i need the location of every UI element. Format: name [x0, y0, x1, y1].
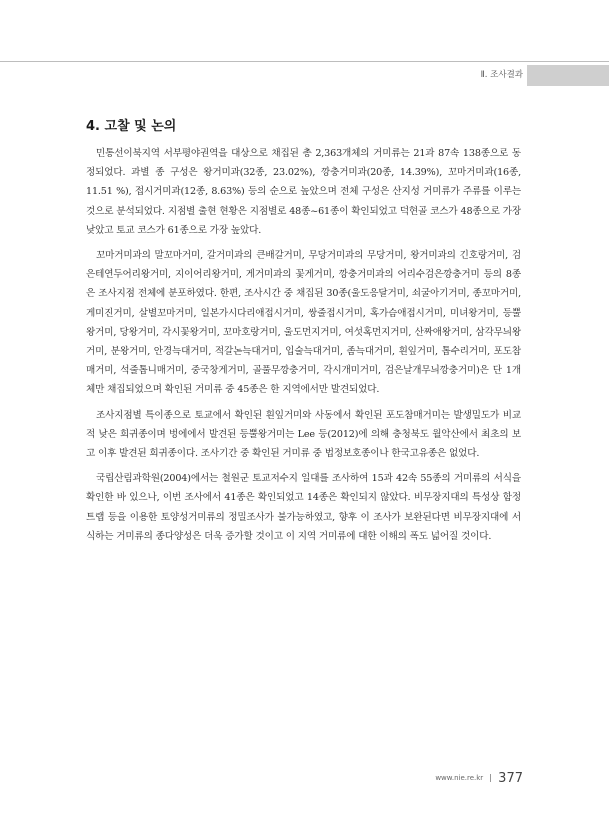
section-title: 4. 고찰 및 논의 [86, 119, 177, 134]
page-number: 377 [498, 770, 523, 786]
header-tab-block [527, 65, 609, 86]
paragraph-distribution: 꼬마거미과의 말꼬마거미, 갈거미과의 큰배갈거미, 무당거미과의 무당거미, 왕거미과의 긴호랑거미, 검은테연두어리왕거미, 지이어리왕거미, 게거미과의 꽃게거미, 깡충거미과의 어리수검은깡충거미 등의 8종은 조사지점 전체에 분포하였다. 한편, 조사시간 중 채집된 30종(울도응달거미, 쇠굴아기거미, 종꼬마거미, 게미진거미, 살별꼬마거미, 일본가시다리애접시거미, 쌍줄접시거미, 혹가슴애접시거미, 미녀왕거미, 등뿔왕거미, 당왕거미, 각시꽃왕거미, 꼬마호랑거미, 울도먼지거미, 여섯혹먼지거미, 산짜애왕거미, 삼각무늬왕거미, 분왕거미, 안경늑대거미, 적갈논늑대거미, 입술늑대거미, 좀늑대거미, 흰잎거미, 톱수리거미, 포도참매거미, 석줄톱니매거미, 중국창게거미, 골풀무깡충거미, 각시개미거미, 검은날개무늬깡충거미)은 단 1개체만 채집되었으며 확인된 거미류 중 45종은 한 지역에서만 발견되었다. [86, 250, 521, 396]
running-header: Ⅱ. 조사결과 [480, 70, 523, 80]
paragraph-comparison: 국립산림과학원(2004)에서는 철원군 토교저수지 일대를 조사하여 15과 42속 55종의 거미류의 서식을 확인한 바 있으나, 이번 조사에서 41종은 확인되었고 14종은 확인되지 않았다. 비무장지대의 특성상 함정트랩 등을 이용한 토양성거미류의 정밀조사가 불가능하였고, 향후 이 조사가 보완된다면 비무장지대에 서식하는 거미류의 종다양성은 더욱 증가할 것이고 이 지역 거미류에 대한 이해의 폭도 넓어질 것이다. [86, 473, 521, 542]
paragraph-summary: 민통선이북지역 서부평야권역을 대상으로 채집된 총 2,363개체의 거미류는 21과 87속 138종으로 동정되었다. 과별 종 구성은 왕거미과(32종, 23.02%), 깡충거미과(20종, 14.39%), 꼬마거미과(16종, 11.51 %), 접시거미과(12종, 8.63%) 등의 순으로 높았으며 전체 구성은 산지성 거미류가 주류를 이루는 것으로 분석되었다. 지점별 출현 현황은 지점별로 48종~61종이 확인되었고 덕현골 코스가 48종으로 가장 낮았고 토교 코스가 61종으로 가장 높았다. [86, 148, 521, 236]
page-footer [435, 769, 523, 787]
body-text [86, 144, 521, 552]
footer-url: www.nie.re.kr [435, 774, 484, 782]
header-rule [0, 61, 609, 62]
paragraph-rare-species: 조사지점별 특이종으로 토교에서 확인된 흰잎거미와 사동에서 확인된 포도참매거미는 발생밀도가 비교적 낮은 희귀종이며 벙에에서 발견된 등뿔왕거미는 Lee 등(2012)에 의해 충청북도 월악산에서 최초의 보고 이후 발견된 희귀종이다. 조사기간 중 확인된 거미류 중 법정보호종이나 한국고유종은 없었다. [86, 409, 521, 460]
footer-divider [490, 774, 491, 782]
